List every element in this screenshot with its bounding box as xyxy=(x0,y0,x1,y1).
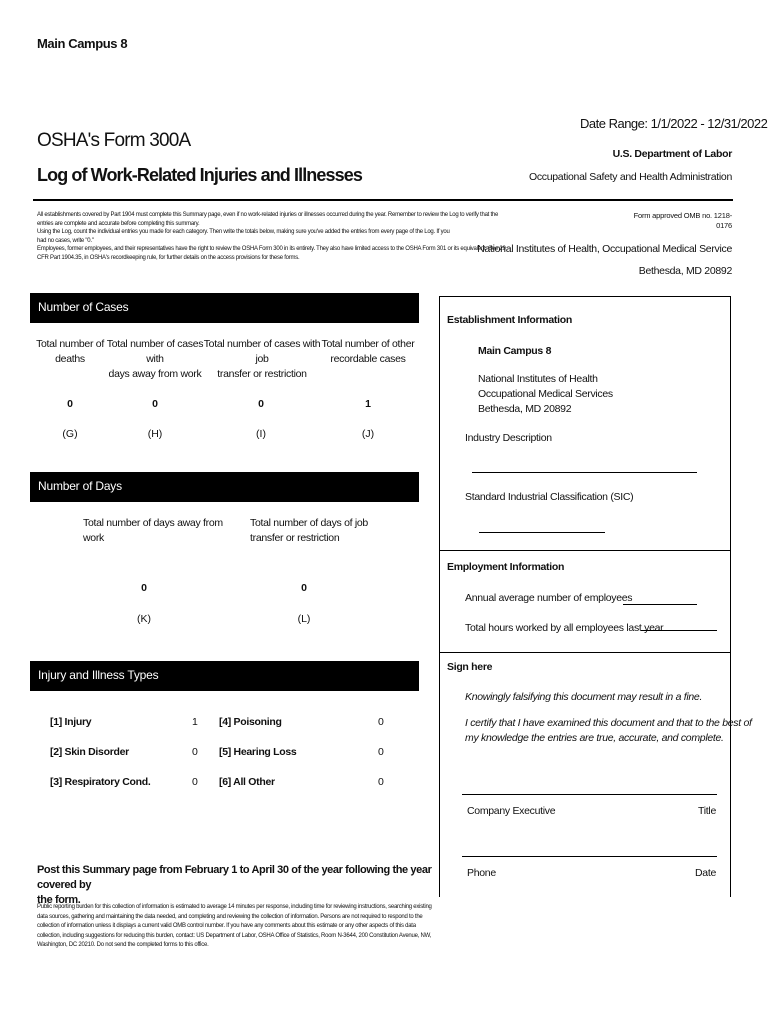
cases-section xyxy=(30,337,430,447)
sic-field[interactable] xyxy=(479,532,605,533)
code-g: (G) xyxy=(62,428,78,440)
sign-heading: Sign here xyxy=(447,661,493,673)
all-other-value: 0 xyxy=(378,776,384,788)
omb-number: Form approved OMB no. 1218- 0176 xyxy=(633,211,732,230)
date-range: Date Range: 1/1/2022 - 12/31/2022 xyxy=(580,116,768,131)
employment-divider xyxy=(440,550,730,551)
poisoning-value: 0 xyxy=(378,716,384,728)
form-name: OSHA's Form 300A xyxy=(37,130,191,151)
days-away-cases-label: Total number of cases with days away from work xyxy=(106,338,204,380)
agency-name: Occupational Safety and Health Administration xyxy=(528,171,732,183)
transfer-days-label: Total number of days of job transfer or restriction xyxy=(250,517,368,544)
phone-label: Phone xyxy=(467,867,496,879)
sign-divider xyxy=(440,652,730,653)
days-away-label: Total number of days away from work xyxy=(83,517,223,544)
posting-instructions: Post this Summary page from February 1 to April 30 of the year following the year covered by the form. xyxy=(37,864,432,906)
company-executive-label: Company Executive xyxy=(467,805,556,817)
number-of-cases-heading: Number of Cases xyxy=(30,293,419,323)
employees-label: Annual average number of employees xyxy=(465,592,633,604)
poisoning-label: [4] Poisoning xyxy=(219,716,282,728)
intro-text: All establishments covered by Part 1904 must complete this Summary page, even if no work-related injuries or illnesses occurred during the year. Remember to review the Log to verify that the entries are complete and accurate before completing this summary. Using the Log, count the individual entries you made for each category. Then write the totals below, making sure you've added the entries from every page of the Log. If you had no cases, write "0." Employees, former employees, and their representatives have the right to review the OSHA Form 300 in its entirety. They also have limited access to the OSHA Form 301 or its equivalent. See 29 CFR Part 1904.35, in OSHA's recordkeeping rule, for further details on the access provisions for these forms. xyxy=(37,212,506,261)
employees-field[interactable] xyxy=(623,604,697,605)
header-divider xyxy=(33,199,733,201)
hearing-loss-label: [5] Hearing Loss xyxy=(219,746,297,758)
burden-statement: Public reporting burden for this collection of information is estimated to average 14 minutes per response, including time for reviewing instructions, searching existing data sources, gathering and maintaining the data needed, and completing and reviewing the collection of information. Persons are not required to respond to the collection of information unless it displays a current valid OMB control number. If you have any comments about this estimate or any other aspects of this data collection, including suggestions for reducing this burden, contact: US Department of Labor, OSHA Office of Statistics, Room N-3644, 200 Constitution Avenue, NW, Washington, DC 20210. Do not send the completed forms to this office. xyxy=(37,904,432,948)
industry-description-label: Industry Description xyxy=(465,432,552,444)
deaths-label: Total number of deaths xyxy=(36,338,104,365)
hours-label: Total hours worked by all employees last year xyxy=(465,622,664,634)
other-cases-label: Total number of other recordable cases xyxy=(321,338,415,365)
falsification-warning: Knowingly falsifying this document may result in a fine. xyxy=(465,691,703,703)
skin-disorder-value: 0 xyxy=(192,746,198,758)
injury-label: [1] Injury xyxy=(50,716,92,728)
skin-disorder-label: [2] Skin Disorder xyxy=(50,746,129,758)
code-j: (J) xyxy=(361,428,375,440)
transfer-cases-label: Total number of cases with job transfer or restriction xyxy=(203,338,321,380)
code-l: (L) xyxy=(297,613,311,625)
other-cases-value: 1 xyxy=(365,398,371,410)
certification-text: I certify that I have examined this document and that to the best of my knowledge the entries are true, accurate, and complete. xyxy=(465,717,752,744)
establishment-heading: Establishment Information xyxy=(447,314,572,326)
code-k: (K) xyxy=(137,613,151,625)
injury-value: 1 xyxy=(192,716,198,728)
respiratory-label: [3] Respiratory Cond. xyxy=(50,776,151,788)
respiratory-value: 0 xyxy=(192,776,198,788)
transfer-days-value: 0 xyxy=(301,582,307,594)
code-h: (H) xyxy=(147,428,163,440)
phone-date-line[interactable] xyxy=(462,856,717,857)
establishment-name: Main Campus 8 xyxy=(478,345,552,357)
all-other-label: [6] All Other xyxy=(219,776,275,788)
department-name: U.S. Department of Labor xyxy=(612,148,732,160)
form-title: Log of Work-Related Injuries and Illnesses xyxy=(37,165,362,185)
deaths-value: 0 xyxy=(67,398,73,410)
sic-label: Standard Industrial Classification (SIC) xyxy=(465,491,634,503)
employment-heading: Employment Information xyxy=(447,561,565,573)
hearing-loss-value: 0 xyxy=(378,746,384,758)
title-label: Title xyxy=(698,805,716,817)
number-of-days-heading: Number of Days xyxy=(30,472,419,502)
organization-name: National Institutes of Health, Occupational Medical Service xyxy=(477,243,732,255)
industry-description-field[interactable] xyxy=(472,472,697,473)
hours-field[interactable] xyxy=(641,630,717,631)
establishment-address: National Institutes of Health Occupational Medical Services Bethesda, MD 20892 xyxy=(478,373,613,415)
transfer-cases-value: 0 xyxy=(258,398,264,410)
executive-signature-line[interactable] xyxy=(462,794,717,795)
organization-city: Bethesda, MD 20892 xyxy=(638,265,732,277)
campus-title: Main Campus 8 xyxy=(37,36,128,51)
days-away-value: 0 xyxy=(141,582,147,594)
injury-types-heading: Injury and Illness Types xyxy=(30,661,419,691)
days-away-cases-value: 0 xyxy=(152,398,158,410)
date-label: Date xyxy=(695,867,716,879)
code-i: (I) xyxy=(256,428,266,440)
